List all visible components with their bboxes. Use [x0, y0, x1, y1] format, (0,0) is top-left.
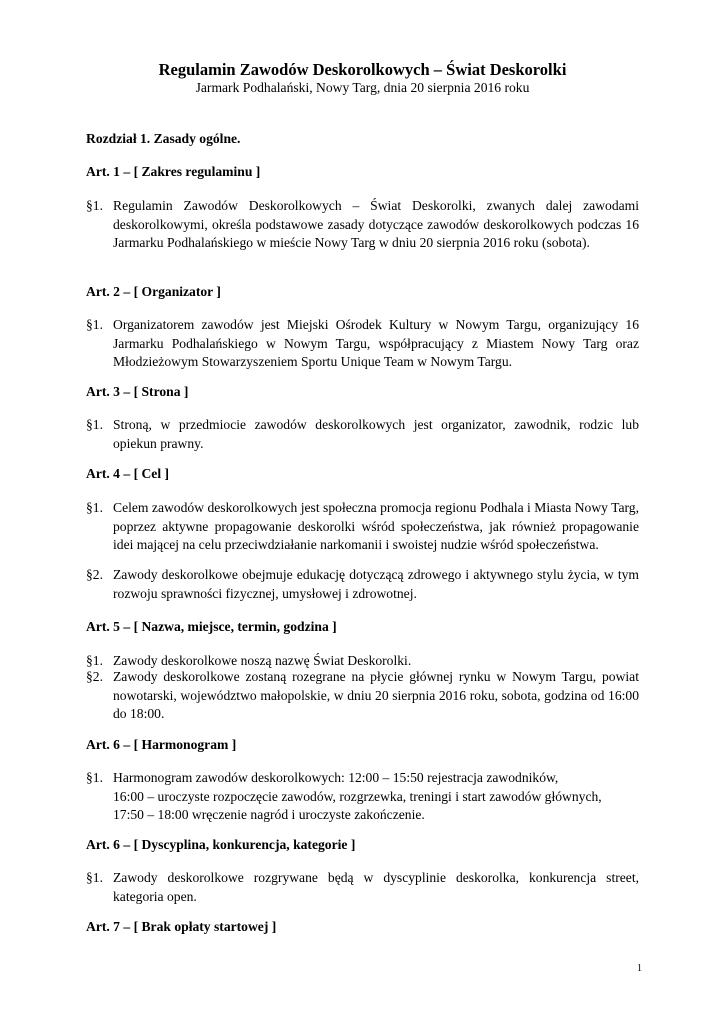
- article-2-paragraph-1: [86, 316, 639, 372]
- paragraph-text: Organizatorem zawodów jest Miejski Ośrodek Kultury w Nowym Targu, organizujący 16 Jarmarku Podhalańskiego w Nowym Targu, współpracujący z Miastem Nowy Targ oraz Młodzieżowym Stowarzyszeniem Sportu Unique Team w Nowym Targu.: [113, 317, 639, 370]
- paragraph-line: 17:50 – 18:00 wręczenie nagród i uroczyste zakończenie.: [113, 807, 425, 823]
- paragraph-number: §2.: [86, 567, 103, 582]
- article-4-heading: Art. 4 – [ Cel ]: [86, 466, 170, 481]
- document-title: Regulamin Zawodów Deskorolkowych – Świat Deskorolki: [158, 60, 567, 79]
- article-6-paragraph-1: [86, 769, 639, 825]
- article-3-paragraph-1: [86, 416, 639, 453]
- document-subtitle: Jarmark Podhalański, Nowy Targ, dnia 20 sierpnia 2016 roku: [195, 80, 530, 95]
- paragraph-number: §1.: [86, 198, 103, 213]
- paragraph-text: [113, 769, 639, 825]
- paragraph-text: Zawody deskorolkowe zostaną rozegrane na płycie głównej rynku w Nowym Targu, powiat nowotarski, województwo małopolskie, w dniu 20 sierpnia 2016 roku, sobota, godzina od 16:00 do 18:00.: [113, 669, 639, 722]
- paragraph-number: §1.: [86, 870, 103, 885]
- paragraph-number: §1.: [86, 500, 103, 515]
- paragraph-text: Zawody deskorolkowe noszą nazwę Świat Deskorolki.: [113, 653, 412, 668]
- article-5-paragraph-2: [86, 668, 639, 724]
- paragraph-text: Zawody deskorolkowe obejmuje edukację dotyczącą zdrowego i aktywnego stylu życia, w tym rozwoju sprawności fizycznej, umysłowej i zdrowotnej.: [113, 567, 639, 601]
- page-number: 1: [637, 963, 642, 974]
- article-4-paragraph-1: [86, 499, 639, 555]
- paragraph-text: Regulamin Zawodów Deskorolkowych – Świat Deskorolki, zwanych dalej zawodami deskorolkowymi, określa podstawowe zasady dotyczące zawodów deskorolkowych podczas 16 Jarmarku Podhalańskiego w mieście Nowy Targ w dniu 20 sierpnia 2016 roku (sobota).: [113, 198, 639, 251]
- paragraph-number: §1.: [86, 770, 103, 785]
- article-6-heading: Art. 6 – [ Harmonogram ]: [86, 737, 237, 752]
- article-6b-heading: Art. 6 – [ Dyscyplina, konkurencja, kategorie ]: [86, 837, 356, 852]
- article-6b-paragraph-1: [86, 869, 639, 906]
- article-7-heading: Art. 7 – [ Brak opłaty startowej ]: [86, 919, 277, 934]
- paragraph-line: 16:00 – uroczyste rozpoczęcie zawodów, rozgrzewka, treningi i start zawodów głównych,: [113, 788, 602, 804]
- article-3-heading: Art. 3 – [ Strona ]: [86, 384, 189, 399]
- article-4-paragraph-2: [86, 566, 639, 603]
- article-2-heading: Art. 2 – [ Organizator ]: [86, 284, 221, 299]
- article-1-paragraph-1: [86, 197, 639, 253]
- chapter-heading: Rozdział 1. Zasady ogólne.: [86, 131, 241, 146]
- paragraph-number: §1.: [86, 653, 103, 668]
- paragraph-number: §2.: [86, 669, 103, 684]
- paragraph-line: Harmonogram zawodów deskorolkowych: 12:00 – 15:50 rejestracja zawodników,: [113, 770, 559, 785]
- paragraph-text: Celem zawodów deskorolkowych jest społeczna promocja regionu Podhala i Miasta Nowy Targ, poprzez aktywne propagowanie deskorolki wśród społeczeństwa, jak również propagowanie idei mającej na celu przeciwdziałanie narkomanii i swoistej nudzie wśród społeczeństwa.: [113, 500, 639, 553]
- paragraph-number: §1.: [86, 317, 103, 332]
- paragraph-text: Stroną, w przedmiocie zawodów deskorolkowych jest organizator, zawodnik, rodzic lub opiekun prawny.: [113, 417, 639, 451]
- article-5-heading: Art. 5 – [ Nazwa, miejsce, termin, godzina ]: [86, 619, 337, 634]
- paragraph-text: Zawody deskorolkowe rozgrywane będą w dyscyplinie deskorolka, konkurencja street, kategoria open.: [113, 870, 639, 904]
- article-1-heading: Art. 1 – [ Zakres regulaminu ]: [86, 164, 261, 179]
- paragraph-number: §1.: [86, 417, 103, 432]
